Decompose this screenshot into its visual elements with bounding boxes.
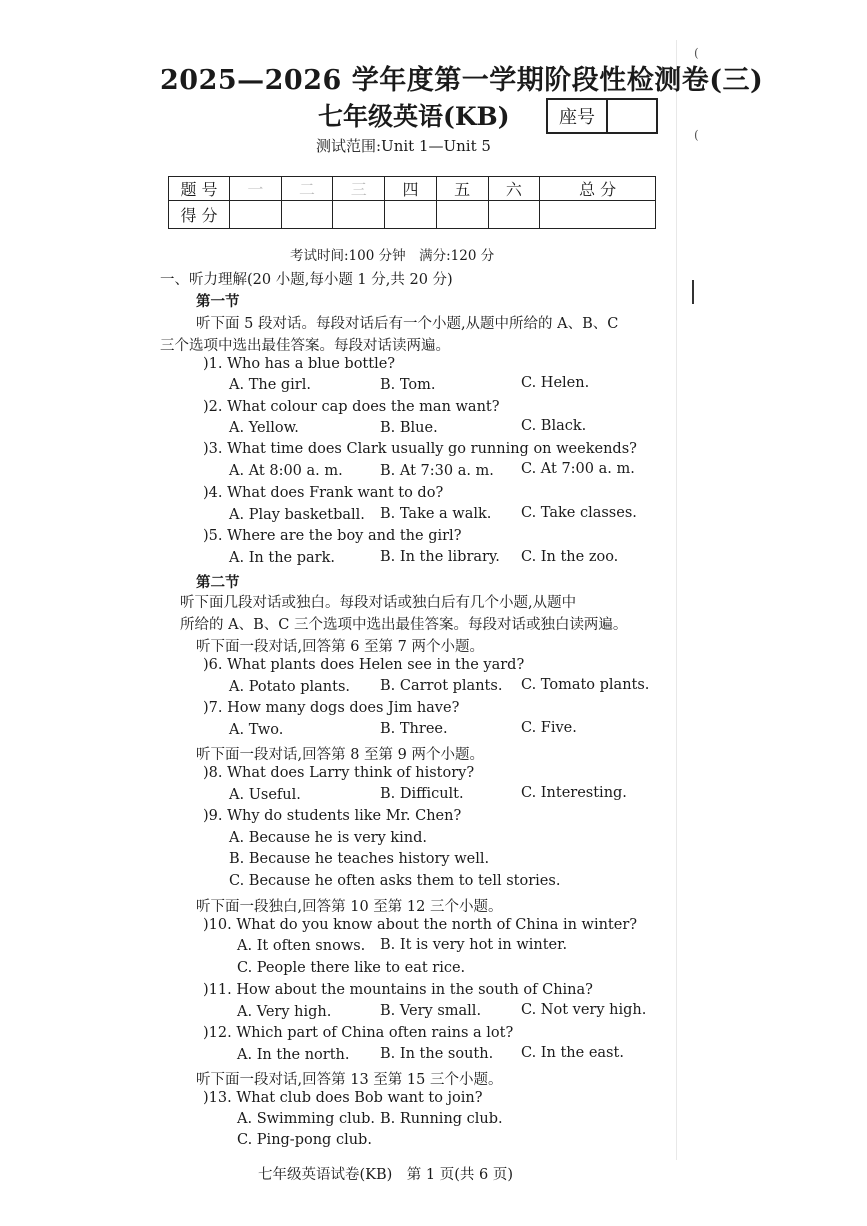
option-a[interactable]: A. Two. [229,722,284,738]
option-c[interactable]: C. Helen. [521,375,590,391]
option-c[interactable]: C. Ping-pong club. [237,1132,372,1148]
question-stem: )11. How about the mountains in the south of China? [203,982,593,998]
option-c[interactable]: C. In the zoo. [521,549,619,565]
option-b[interactable]: B. Because he teaches history well. [229,851,490,867]
score-input-cell[interactable] [436,201,488,229]
score-input-cell[interactable] [488,201,540,229]
score-input-cell[interactable] [333,201,385,229]
option-c[interactable]: C. People there like to eat rice. [237,960,466,976]
option-b[interactable]: B. Carrot plants. [380,678,503,694]
page-footer: 七年级英语试卷(KB) 第 1 页(共 6 页) [258,1167,514,1183]
sub-instruction: 听下面一段独白,回答第 10 至第 12 三个小题。 [196,899,503,915]
option-c[interactable]: C. Tomato plants. [521,677,650,693]
margin-bar [692,280,694,304]
question-stem: )9. Why do students like Mr. Chen? [203,808,462,824]
option-c[interactable]: C. Take classes. [521,505,637,521]
score-table-cell: 六 [488,177,540,201]
seat-label: 座号 [548,100,608,132]
option-c[interactable]: C. Black. [521,418,587,434]
exam-subtitle: 七年级英语(KB) [318,102,510,131]
score-table-cell: 总 分 [540,177,656,201]
option-a[interactable]: A. Useful. [229,787,301,803]
option-c[interactable]: C. Five. [521,720,577,736]
score-table-cell: 二 [281,177,333,201]
option-b[interactable]: B. At 7:30 a. m. [380,463,494,479]
sub-instruction: 听下面一段对话,回答第 8 至第 9 两个小题。 [196,747,484,763]
part-title: 第二节 [196,574,240,591]
question-stem: )13. What club does Bob want to join? [203,1090,483,1106]
option-b[interactable]: B. Running club. [380,1111,503,1127]
instruction-text: 听下面 5 段对话。每段对话后有一个小题,从题中所给的 A、B、C [196,316,619,332]
fold-line [676,40,677,1160]
question-stem: )1. Who has a blue bottle? [203,356,396,372]
score-table-cell: 得 分 [169,201,230,229]
question-stem: )8. What does Larry think of history? [203,765,475,781]
option-b[interactable]: B. In the south. [380,1046,494,1062]
score-input-cell[interactable] [385,201,437,229]
exam-info: 考试时间:100 分钟 满分:120 分 [290,248,495,264]
sub-instruction: 听下面一段对话,回答第 6 至第 7 两个小题。 [196,639,484,655]
option-b[interactable]: B. Very small. [380,1003,482,1019]
score-table-header-row [169,177,656,201]
option-b[interactable]: B. In the library. [380,549,500,565]
question-stem: )5. Where are the boy and the girl? [203,528,462,544]
option-c[interactable]: C. Because he often asks them to tell stories. [229,873,561,889]
sub-instruction: 听下面一段对话,回答第 13 至第 15 三个小题。 [196,1072,503,1088]
score-table-cell: 四 [385,177,437,201]
margin-mark: ( [694,128,699,142]
option-a[interactable]: A. Because he is very kind. [229,830,428,846]
option-a[interactable]: A. Play basketball. [229,507,365,523]
question-stem: )6. What plants does Helen see in the yard? [203,657,525,673]
option-c[interactable]: C. At 7:00 a. m. [521,461,635,477]
question-stem: )3. What time does Clark usually go running on weekends? [203,441,637,457]
score-input-cell[interactable] [230,201,282,229]
test-range: 测试范围:Unit 1—Unit 5 [316,137,491,155]
option-a[interactable]: A. Swimming club. [237,1111,376,1127]
question-stem: )12. Which part of China often rains a lot? [203,1025,514,1041]
question-stem: )7. How many dogs does Jim have? [203,700,460,716]
option-a[interactable]: A. Very high. [237,1004,332,1020]
score-input-cell[interactable] [281,201,333,229]
option-b[interactable]: B. Difficult. [380,786,464,802]
option-a[interactable]: A. It often snows. [237,938,366,954]
score-table-score-row [169,201,656,229]
question-stem: )10. What do you know about the north of China in winter? [203,917,638,933]
option-b[interactable]: B. It is very hot in winter. [380,937,568,953]
option-a[interactable]: A. The girl. [229,377,311,393]
option-a[interactable]: A. Potato plants. [229,679,351,695]
option-c[interactable]: C. Interesting. [521,785,627,801]
part-title: 第一节 [196,293,240,310]
question-stem: )2. What colour cap does the man want? [203,399,500,415]
option-a[interactable]: A. In the north. [237,1047,350,1063]
question-stem: )4. What does Frank want to do? [203,485,444,501]
score-input-cell[interactable] [540,201,656,229]
option-c[interactable]: C. In the east. [521,1045,624,1061]
score-table-cell: 一 [230,177,282,201]
seat-number-field[interactable] [608,100,656,132]
instruction-text: 三个选项中选出最佳答案。每段对话读两遍。 [160,338,450,354]
score-table-cell: 题 号 [169,177,230,201]
option-a[interactable]: A. Yellow. [229,420,299,436]
margin-mark: ( [694,46,699,60]
option-b[interactable]: B. Blue. [380,420,438,436]
option-a[interactable]: A. In the park. [229,550,335,566]
option-b[interactable]: B. Three. [380,721,448,737]
score-table-cell: 三 [333,177,385,201]
score-table-cell: 五 [436,177,488,201]
section-title: 一、听力理解(20 小题,每小题 1 分,共 20 分) [160,272,453,288]
instruction-text: 听下面几段对话或独白。每段对话或独白后有几个小题,从题中 [180,595,577,611]
option-a[interactable]: A. At 8:00 a. m. [229,463,343,479]
option-b[interactable]: B. Tom. [380,377,436,393]
instruction-text: 所给的 A、B、C 三个选项中选出最佳答案。每段对话或独白读两遍。 [180,617,628,633]
seat-number-box [546,98,658,134]
option-b[interactable]: B. Take a walk. [380,506,492,522]
option-c[interactable]: C. Not very high. [521,1002,647,1018]
score-table [168,176,656,229]
exam-title: 2025—2026 学年度第一学期阶段性检测卷(三) [160,65,764,96]
